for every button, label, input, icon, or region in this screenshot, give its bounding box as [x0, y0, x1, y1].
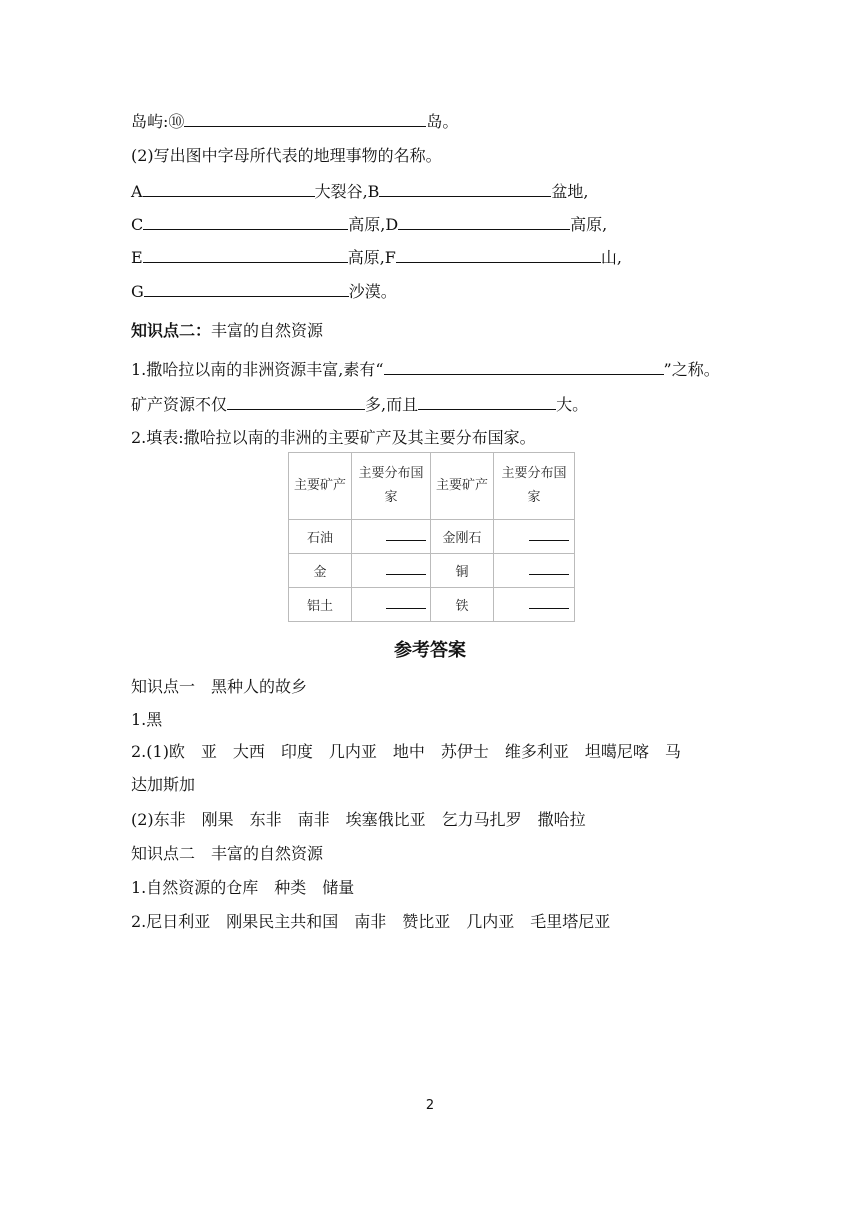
header-mineral: 主要矿产 [431, 453, 494, 520]
answer-blank [184, 110, 426, 127]
country-blank-cell [494, 588, 575, 622]
answer-2-line-2: 达加斯加 [131, 775, 196, 794]
row-e-f: E 高原,F 山, [131, 248, 622, 267]
answer-1: 1.黑 [131, 710, 163, 729]
answer-blank [386, 528, 426, 541]
answer-blank [418, 393, 556, 410]
country-blank-cell [494, 554, 575, 588]
table-row [289, 520, 575, 554]
answer-kp2-1: 1.自然资源的仓库 种类 储量 [131, 878, 355, 897]
resource-question-2: 2.填表:撒哈拉以南的非洲的主要矿产及其主要分布国家。 [131, 428, 536, 447]
question-2-title: (2)写出图中字母所代表的地理事物的名称。 [131, 146, 442, 165]
row-a-b: A 大裂谷,B 盆地, [131, 182, 589, 201]
country-blank-cell [494, 520, 575, 554]
answer-blank [398, 213, 570, 230]
answer-blank [384, 358, 664, 375]
page-number: 2 [425, 1098, 435, 1113]
knowledge-point-2-heading: 知识点二：丰富的自然资源 [131, 321, 324, 340]
answers-kp1-heading: 知识点一 黑种人的故乡 [131, 677, 308, 696]
answer-kp2-2: 2.尼日利亚 刚果民主共和国 南非 赞比亚 几内亚 毛里塔尼亚 [131, 912, 611, 931]
mineral-cell: 铁 [431, 588, 494, 622]
answer-blank [143, 213, 348, 230]
country-blank-cell [352, 554, 431, 588]
answers-kp2-heading: 知识点二 丰富的自然资源 [131, 844, 324, 863]
table-header-row [289, 453, 575, 520]
answer-blank [386, 562, 426, 575]
answer-blank [396, 246, 601, 263]
header-country: 主要分布国 家 [352, 453, 431, 520]
answers-title: 参考答案 [394, 640, 466, 661]
resource-question-1: 1.撒哈拉以南的非洲资源丰富,素有“ ”之称。 [131, 360, 720, 379]
answer-2-line-1: 2.(1)欧 亚 大西 印度 几内亚 地中 苏伊士 维多利亚 坦噶尼喀 马 [131, 742, 681, 761]
answer-blank [529, 562, 569, 575]
answer-blank [379, 180, 551, 197]
island-question: 岛屿:⑩ 岛。 [131, 112, 459, 131]
mineral-cell: 石油 [289, 520, 352, 554]
row-g: G 沙漠。 [131, 282, 397, 301]
country-blank-cell [352, 588, 431, 622]
mineral-cell: 金 [289, 554, 352, 588]
header-mineral: 主要矿产 [289, 453, 352, 520]
header-country: 主要分布国 家 [494, 453, 575, 520]
answer-blank [143, 180, 315, 197]
table-row [289, 554, 575, 588]
row-c-d: C 高原,D 高原, [131, 215, 608, 234]
answer-blank [144, 280, 349, 297]
answer-blank [227, 393, 365, 410]
answer-3: (2)东非 刚果 东非 南非 埃塞俄比亚 乞力马扎罗 撒哈拉 [131, 810, 586, 829]
mineral-cell: 金刚石 [431, 520, 494, 554]
minerals-table [288, 452, 575, 622]
answer-blank [386, 596, 426, 609]
resource-question-1b: 矿产资源不仅 多,而且 大。 [131, 395, 589, 414]
answer-blank [143, 246, 348, 263]
mineral-cell: 铝土 [289, 588, 352, 622]
country-blank-cell [352, 520, 431, 554]
answer-blank [529, 596, 569, 609]
mineral-cell: 铜 [431, 554, 494, 588]
answer-blank [529, 528, 569, 541]
table-row [289, 588, 575, 622]
